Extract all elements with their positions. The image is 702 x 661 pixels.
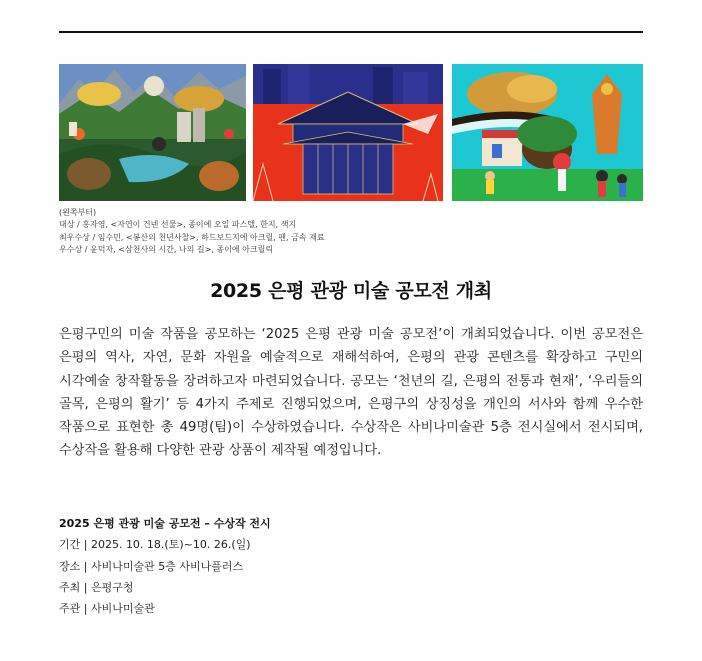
- caption-order-note: (왼쪽부터): [59, 208, 97, 217]
- exhibition-venue: 장소 | 사비나미술관 5층 사비나플러스: [59, 559, 244, 573]
- article-title: 2025 은평 관광 미술 공모전 개최: [210, 280, 492, 302]
- artwork-gallery: [59, 64, 643, 201]
- caption-merit-prize: 우수상 / 윤덕자, <삼천사의 시간, 나의 길>, 종이에 아크릴릭: [59, 244, 274, 254]
- artwork-caption: [59, 207, 325, 256]
- top-divider: [59, 31, 643, 33]
- artwork-excellence-image: [253, 64, 443, 201]
- artwork-merit-image: [452, 64, 643, 201]
- exhibition-heading: 2025 은평 관광 미술 공모전 – 수상작 전시: [59, 517, 271, 530]
- exhibition-info: [59, 513, 271, 619]
- exhibition-organizer: 주관 | 사비나미술관: [59, 602, 155, 616]
- artwork-grand-prize-image: [59, 64, 246, 201]
- article-body: 은평구민의 미술 작품을 공모하는 ‘2025 은평 관광 미술 공모전’이 개최되었습니다. 이번 공모전은 은평의 역사, 자연, 문화 자원을 예술적으로 재해석하여, 은평의 관광 콘텐츠를 확장하고 구민의 시각예술 창작활동을 장려하고자 마련되었습니다. 공모는 ‘천년의 길, 은평의 전통과 현재’, ‘우리들의 골목, 은평의 활기’ 등 4가지 주제로 진행되었으며, 은평구의 상징성을 개인의 서사와 함께 우수한 작품으로 표현한 총 49명(팀)이 수상하였습니다. 수상작은 사비나미술관 5층 전시실에서 전시되며, 수상작을 활용해 다양한 관광 상품이 제작될 예정입니다.: [59, 327, 643, 459]
- exhibition-host: 주최 | 은평구청: [59, 580, 134, 594]
- exhibition-period: 기간 | 2025. 10. 18.(토)~10. 26.(일): [59, 538, 251, 552]
- caption-excellence-prize: 최우수상 / 임수민, <봉산의 천년사찰>, 하드보드지에 아크릴, 펜, 금속 재료: [59, 232, 325, 242]
- caption-grand-prize: 대상 / 홍자영, <자연이 건넨 선물>, 종이에 오일 파스텔, 한지, 색지: [59, 220, 297, 230]
